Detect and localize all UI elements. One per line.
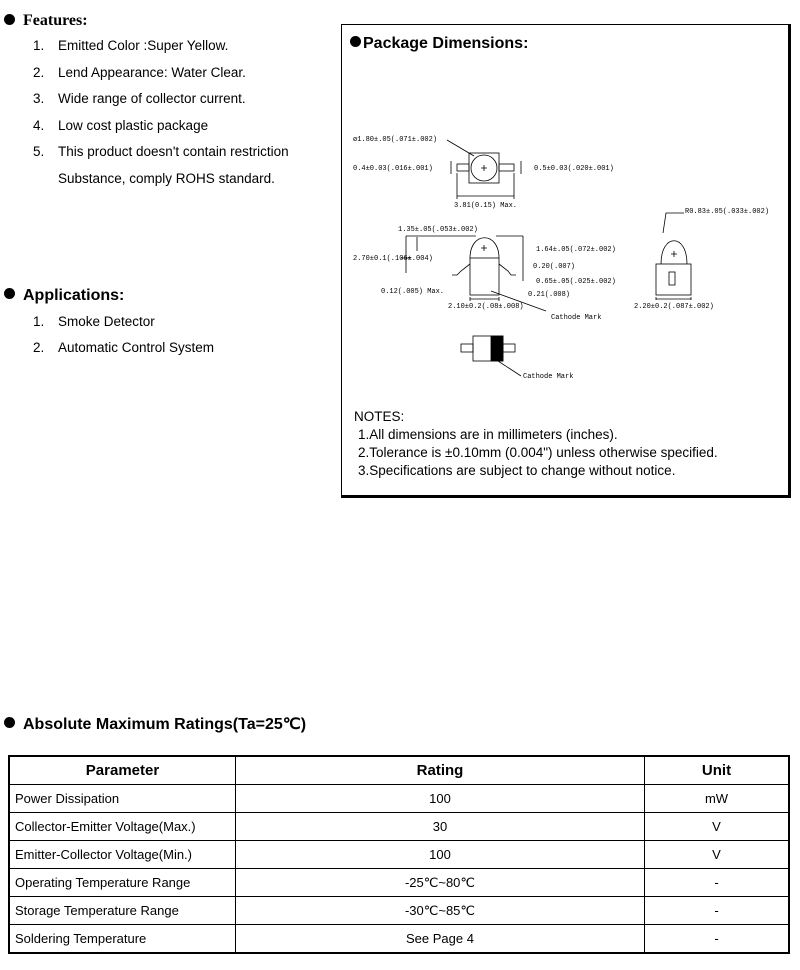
ratings-heading [4, 714, 306, 734]
bottom-view [461, 336, 521, 376]
dim-lead-right: 0.5±0.03(.020±.001) [534, 165, 614, 173]
cathode-mark-label: Cathode Mark [551, 314, 602, 322]
notes-title: NOTES: [354, 409, 405, 424]
unit-cell: - [645, 897, 790, 925]
ratings-table [8, 755, 790, 954]
dim-1-64: 1.64±.05(.072±.002) [536, 246, 616, 254]
item-text: Substance, comply ROHS standard. [58, 171, 275, 186]
item-number: 1. [33, 314, 45, 329]
note: 2.Tolerance is ±0.10mm (0.004") unless otherwise specified. [358, 445, 718, 460]
item-number: 2. [33, 64, 45, 80]
rating-cell: -30℃~85℃ [236, 897, 645, 925]
parameter-cell: Collector-Emitter Voltage(Max.) [9, 813, 236, 841]
rating-cell: -25℃~80℃ [236, 869, 645, 897]
dim-width-max: 3.81(0.15) Max. [454, 202, 518, 210]
table-row [9, 897, 789, 925]
rating-cell: 30 [236, 813, 645, 841]
package-dimensions-box [341, 24, 791, 498]
unit-cell: mW [645, 785, 790, 813]
item-number: 5. [33, 144, 45, 160]
unit-cell: - [645, 869, 790, 897]
package-drawing [1, 1, 800, 401]
parameter-cell: Power Dissipation [9, 785, 236, 813]
top-view [447, 140, 521, 199]
dim-diameter: ø1.80±.05(.071±.002) [353, 136, 438, 144]
features-heading-text: Features: [23, 12, 88, 29]
parameter-cell: Storage Temperature Range [9, 897, 236, 925]
bullet-icon [4, 717, 15, 728]
table-row [9, 841, 789, 869]
item-text: This product doesn't contain restriction [58, 144, 289, 160]
ratings-heading-text: Absolute Maximum Ratings(Ta=25℃) [23, 716, 307, 733]
side-view [401, 236, 546, 311]
rating-cell: 100 [236, 841, 645, 869]
rating-cell: 100 [236, 785, 645, 813]
item-text: Lend Appearance: Water Clear. [58, 64, 246, 80]
item-number: 4. [33, 117, 45, 133]
parameter-cell: Operating Temperature Range [9, 869, 236, 897]
item-text: Emitted Color :Super Yellow. [58, 38, 229, 53]
dim-0-21: 0.21(.008) [528, 291, 571, 299]
dim-dome: 1.35±.05(.053±.002) [398, 226, 478, 234]
column-header: Unit [645, 756, 790, 785]
dim-height: 2.70±0.1(.106±.004) [353, 255, 433, 263]
unit-cell: V [645, 841, 790, 869]
parameter-cell: Emitter-Collector Voltage(Min.) [9, 841, 236, 869]
unit-cell: V [645, 813, 790, 841]
item-text: Smoke Detector [58, 314, 155, 329]
item-text: Automatic Control System [58, 340, 215, 355]
table-row [9, 785, 789, 813]
item-number: 2. [33, 340, 45, 355]
unit-cell: - [645, 925, 790, 954]
item-number: 1. [33, 38, 45, 53]
applications-heading-text: Applications: [23, 287, 125, 304]
table-row [9, 925, 789, 954]
parameter-cell: Soldering Temperature [9, 925, 236, 954]
table-row [9, 813, 789, 841]
column-header: Parameter [9, 756, 236, 785]
item-text: Wide range of collector current. [58, 91, 246, 107]
column-header: Rating [236, 756, 645, 785]
dim-2-10: 2.10±0.2(.08±.008) [448, 303, 524, 311]
rating-cell: See Page 4 [236, 925, 645, 954]
item-number: 3. [33, 91, 45, 107]
package-heading-text: Package Dimensions: [363, 35, 529, 52]
item-text: Low cost plastic package [58, 117, 209, 133]
cathode-mark-label: Cathode Mark [523, 373, 574, 381]
dim-0-12: 0.12(.005) Max. [381, 288, 445, 296]
table-row [9, 869, 789, 897]
dim-lead-left: 0.4±0.03(.016±.001) [353, 165, 433, 173]
note: 1.All dimensions are in millimeters (inches). [358, 427, 618, 442]
dim-2-20: 2.20±0.2(.087±.002) [634, 303, 714, 311]
dim-0-20: 0.20(.007) [533, 263, 576, 271]
dim-0-65: 0.65±.05(.025±.002) [536, 278, 616, 286]
table-header-row [9, 756, 789, 785]
end-view [656, 213, 691, 300]
dim-radius: R0.83±.05(.033±.002) [685, 208, 770, 216]
note: 3.Specifications are subject to change without notice. [358, 463, 676, 478]
notes [354, 408, 718, 480]
